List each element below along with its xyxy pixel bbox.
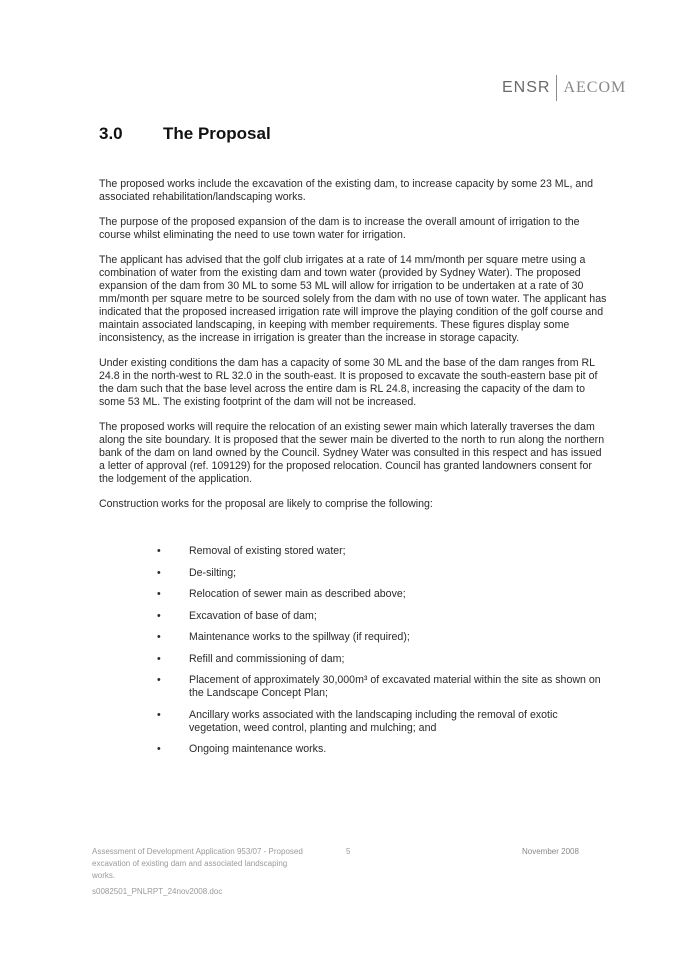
bullet-icon: • bbox=[157, 609, 161, 622]
bullet-icon: • bbox=[157, 674, 161, 686]
list-item bbox=[99, 545, 607, 558]
list-item bbox=[99, 674, 607, 700]
list-item-text: Ancillary works associated with the landscaping including the removal of exotic vegetation, weed control, planting and mulching; and bbox=[189, 708, 558, 734]
section-title: The Proposal bbox=[163, 124, 271, 143]
section-number: 3.0 bbox=[99, 124, 123, 143]
company-logo bbox=[502, 75, 626, 101]
list-item bbox=[99, 610, 607, 623]
list-item-text: Excavation of base of dam; bbox=[189, 609, 317, 622]
logo-ensr: ENSR bbox=[502, 79, 551, 96]
logo-aecom: AECOM bbox=[563, 79, 627, 96]
list-item bbox=[99, 631, 607, 644]
list-item bbox=[99, 743, 607, 756]
paragraph: Construction works for the proposal are likely to comprise the following: bbox=[99, 498, 433, 510]
list-item-text: Ongoing maintenance works. bbox=[189, 743, 327, 755]
footer-file-reference: s0082501_PNLRPT_24nov2008.doc bbox=[92, 887, 223, 896]
list-item bbox=[99, 709, 607, 735]
bullet-icon: • bbox=[157, 743, 161, 755]
list-item-text: Relocation of sewer main as described above; bbox=[189, 588, 406, 600]
paragraph: The purpose of the proposed expansion of the dam is to increase the overall amount of irrigation to the course whilst eliminating the need to use town water for irrigation. bbox=[99, 216, 580, 241]
paragraph: The applicant has advised that the golf club irrigates at a rate of 14 mm/month per square metre using a combination of water from the existing dam and town water (provided by Sydney Water). The proposed expansion of the dam from 30 ML to some 53 ML will allow for irrigation to be undertaken at a rate of 30 mm/month per square metre to be sourced solely from the dam with no use of town water. The applicant has indicated that the proposed increased irrigation rate will improve the playing condition of the golf course and maintain associated landscaping, in keeping with member requirements. These figures display some inconsistency, as the increase in irrigation is greater than the increase in storage capacity. bbox=[99, 254, 607, 344]
page-number: 5 bbox=[346, 847, 351, 856]
bullet-icon: • bbox=[157, 545, 161, 557]
bullet-list bbox=[99, 545, 607, 765]
bullet-icon: • bbox=[157, 566, 161, 579]
bullet-icon: • bbox=[157, 652, 161, 665]
list-item-text: Maintenance works to the spillway (if required); bbox=[189, 631, 410, 643]
list-item-text: De-silting; bbox=[189, 566, 237, 579]
bullet-icon: • bbox=[157, 588, 161, 600]
bullet-icon: • bbox=[157, 631, 161, 643]
paragraph: Under existing conditions the dam has a capacity of some 30 ML and the base of the dam ranges from RL 24.8 in the north-west to RL 32.0 in the south-east. It is proposed to excavate the south-eastern base pit of the dam such that the base level across the entire dam is RL 24.8, increasing the capacity of the dam to some 53 ML. The existing footprint of the dam will not be increased. bbox=[99, 357, 598, 408]
footer-document-title: Assessment of Development Application 953/07 - Proposed excavation of existing dam and associated landscaping works. bbox=[92, 847, 303, 880]
paragraph: The proposed works will require the relocation of an existing sewer main which laterally traverses the dam along the site boundary. It is proposed that the sewer main be diverted to the north to run along the northern bank of the dam on land owned by the Council. Sydney Water was consulted in this respect and has issued a letter of approval (ref. 109129) for the proposed relocation. Council has granted landowners consent for the lodgement of the application. bbox=[99, 421, 605, 485]
list-item-text: Refill and commissioning of dam; bbox=[189, 652, 345, 665]
body-text bbox=[99, 178, 607, 523]
bullet-icon: • bbox=[157, 708, 161, 721]
list-item bbox=[99, 588, 607, 601]
section-heading bbox=[99, 124, 271, 144]
list-item-text: Removal of existing stored water; bbox=[189, 545, 346, 557]
paragraph: The proposed works include the excavation of the existing dam, to increase capacity by some 23 ML, and associated rehabilitation/landscaping works. bbox=[99, 178, 594, 203]
footer-date: November 2008 bbox=[522, 847, 579, 856]
list-item bbox=[99, 653, 607, 666]
list-item-text: Placement of approximately 30,000m³ of excavated material within the site as shown on the Landscape Concept Plan; bbox=[189, 674, 601, 699]
list-item bbox=[99, 567, 607, 580]
